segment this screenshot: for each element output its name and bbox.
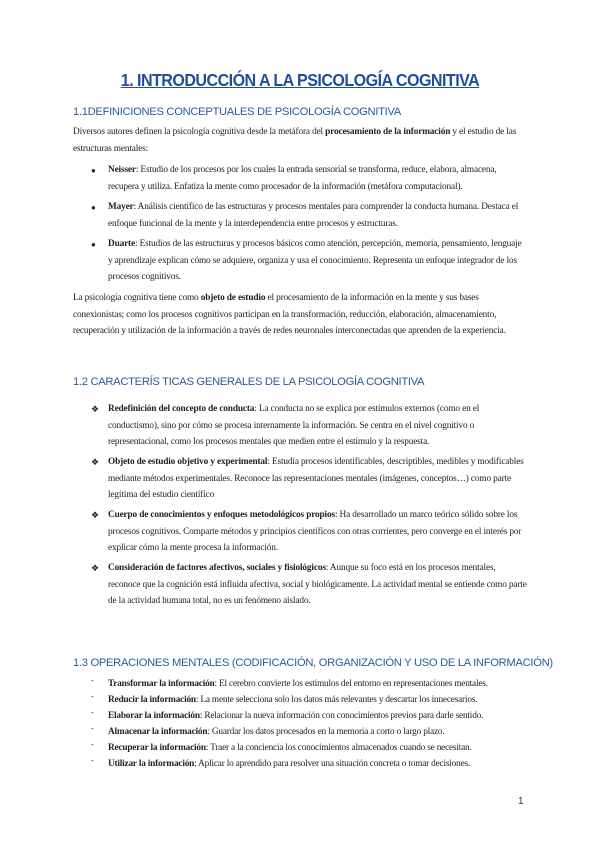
characteristic-text: : Estudia procesos identificables, descriptibles, medibles y modificables mediante métodos experimentales. Reconoce las representaciones mentales (imágenes, conceptos…) como parte legítima del estudio científico xyxy=(108,457,524,500)
author-name: Neisser xyxy=(108,165,136,175)
dash-bullet-icon: - xyxy=(91,692,94,701)
operation-term: Transformar la información xyxy=(108,679,215,689)
characteristic-term: Consideración de factores afectivos, sociales y fisiológicos xyxy=(108,563,326,573)
list-item xyxy=(108,454,528,504)
dash-bullet-icon: - xyxy=(91,740,94,749)
characteristic-text: : Aunque su foco está en los procesos mentales, reconoce que la cognición está influida afectiva, social y biológicamente. La actividad mental se entiende como parte de la actividad humana total, no es un fenómeno aislado. xyxy=(108,563,527,606)
operation-term: Reducir la información xyxy=(108,695,196,705)
author-definition: : Análisis científico de las estructuras y procesos mentales para comprender la conducta humana. Destaca el enfoque funcional de la mente y la interdependencia entre procesos y estructuras. xyxy=(108,202,519,229)
operation-term: Recuperar la información xyxy=(108,743,206,753)
closing-bold-term: objeto de estudio xyxy=(200,293,266,303)
operation-text: : La mente selecciona solo los datos más relevantes y descartar los innecesarios. xyxy=(195,695,478,705)
bullet-dot-icon: ● xyxy=(91,240,96,249)
section-1-1-intro xyxy=(73,124,528,157)
operation-text: : Aplicar lo aprendido para resolver una situación concreta o tomar decisiones. xyxy=(194,759,471,769)
list-item xyxy=(108,162,528,195)
diamond-bullet-icon: ❖ xyxy=(91,457,100,467)
characteristic-text: : Ha desarrollado un marco teórico sólido sobre los procesos cognitivos. Comparte métodos y principios científicos con otras corrientes, pero converge en el interés por explicar cómo la mente procesa la información. xyxy=(108,510,522,553)
list-item xyxy=(108,692,538,708)
list-item xyxy=(108,199,528,232)
page-number: 1 xyxy=(518,796,524,807)
list-item xyxy=(108,724,538,740)
author-definition: : Estudio de los procesos por los cuales la entrada sensorial se transforma, reduce, elabora, almacena, recupera y utiliza. Enfatiza la mente como procesador de la información (metáfora computacional). xyxy=(108,165,497,192)
list-item xyxy=(108,708,538,724)
operation-text: : Traer a la conciencia los conocimientos almacenados cuando se necesitan. xyxy=(205,743,472,753)
author-name: Mayer xyxy=(108,202,134,212)
characteristic-term: Objeto de estudio objetivo y experimental xyxy=(108,457,268,467)
diamond-bullet-icon: ❖ xyxy=(91,510,100,520)
intro-text: Diversos autores definen la psicología cognitiva desde la metáfora del xyxy=(73,127,326,137)
list-item xyxy=(108,236,528,286)
author-name: Duarte xyxy=(108,239,135,249)
dash-bullet-icon: - xyxy=(91,724,94,733)
list-item xyxy=(108,507,528,557)
operation-term: Almacenar la información xyxy=(108,727,208,737)
characteristic-term: Redefinición del concepto de conducta xyxy=(108,404,255,414)
section-heading-1-1: 1.1DEFINICIONES CONCEPTUALES DE PSICOLOGÍA COGNITIVA xyxy=(73,106,401,118)
operation-text: : Guardar los datos procesados en la memoria a corto o largo plazo. xyxy=(207,727,445,737)
diamond-bullet-icon: ❖ xyxy=(91,404,100,414)
operation-text: : El cerebro convierte los estímulos del entorno en representaciones mentales. xyxy=(214,679,488,689)
dash-bullet-icon: - xyxy=(91,676,94,685)
closing-text-end: el procesamiento de la información en la mente y sus bases conexionistas; como los procesos cognitivos participan en la transformación, reducción, elaboración, almacenamiento, recuperación y utilización de la información a través de redes neuronales interconectadas que aprenden de la experiencia. xyxy=(73,293,506,336)
operation-term: Utilizar la información xyxy=(108,759,195,769)
intro-bold-term: procesamiento de la información xyxy=(325,127,451,137)
list-item xyxy=(108,756,538,772)
list-item xyxy=(108,740,538,756)
bullet-dot-icon: ● xyxy=(91,203,96,212)
section-heading-1-3: 1.3 OPERACIONES MENTALES (CODIFICACIÓN, ORGANIZACIÓN Y USO DE LA INFORMACIÓN) xyxy=(73,657,553,669)
diamond-bullet-icon: ❖ xyxy=(91,563,100,573)
list-item xyxy=(108,676,538,692)
document-title: 1. INTRODUCCIÓN A LA PSICOLOGÍA COGNITIVA xyxy=(120,70,480,90)
characteristic-text: : La conducta no se explica por estímulos externos (como en el conductismo), sino por cómo se procesa internamente la información. Se centra en el nivel cognitivo o representacional, como los procesos mentales que medien entre el estímulo y la respuesta. xyxy=(108,404,480,447)
operation-text: : Relacionar la nueva información con conocimientos previos para darle sentido. xyxy=(199,711,484,721)
list-item xyxy=(108,560,528,610)
characteristic-term: Cuerpo de conocimientos y enfoques metodológicos propios xyxy=(108,510,335,520)
closing-text: La psicología cognitiva tiene como xyxy=(73,293,201,303)
intro-text-end: y el estudio de las estructuras mentales: xyxy=(73,127,517,154)
dash-bullet-icon: - xyxy=(91,756,94,765)
list-item xyxy=(108,401,528,451)
author-definition: : Estudios de las estructuras y procesos básicos como atención, percepción, memoria, pensamiento, lenguaje y aprendizaje explican cómo se adquiere, organiza y usa el conocimiento. Representa un enfoque integrador de los procesos cognitivos. xyxy=(108,239,522,282)
dash-bullet-icon: - xyxy=(91,708,94,717)
operation-term: Elaborar la información xyxy=(108,711,200,721)
bullet-dot-icon: ● xyxy=(91,166,96,175)
section-heading-1-2: 1.2 CARACTERÍS TICAS GENERALES DE LA PSICOLOGÍA COGNITIVA xyxy=(73,376,425,388)
section-1-1-closing xyxy=(73,290,528,340)
